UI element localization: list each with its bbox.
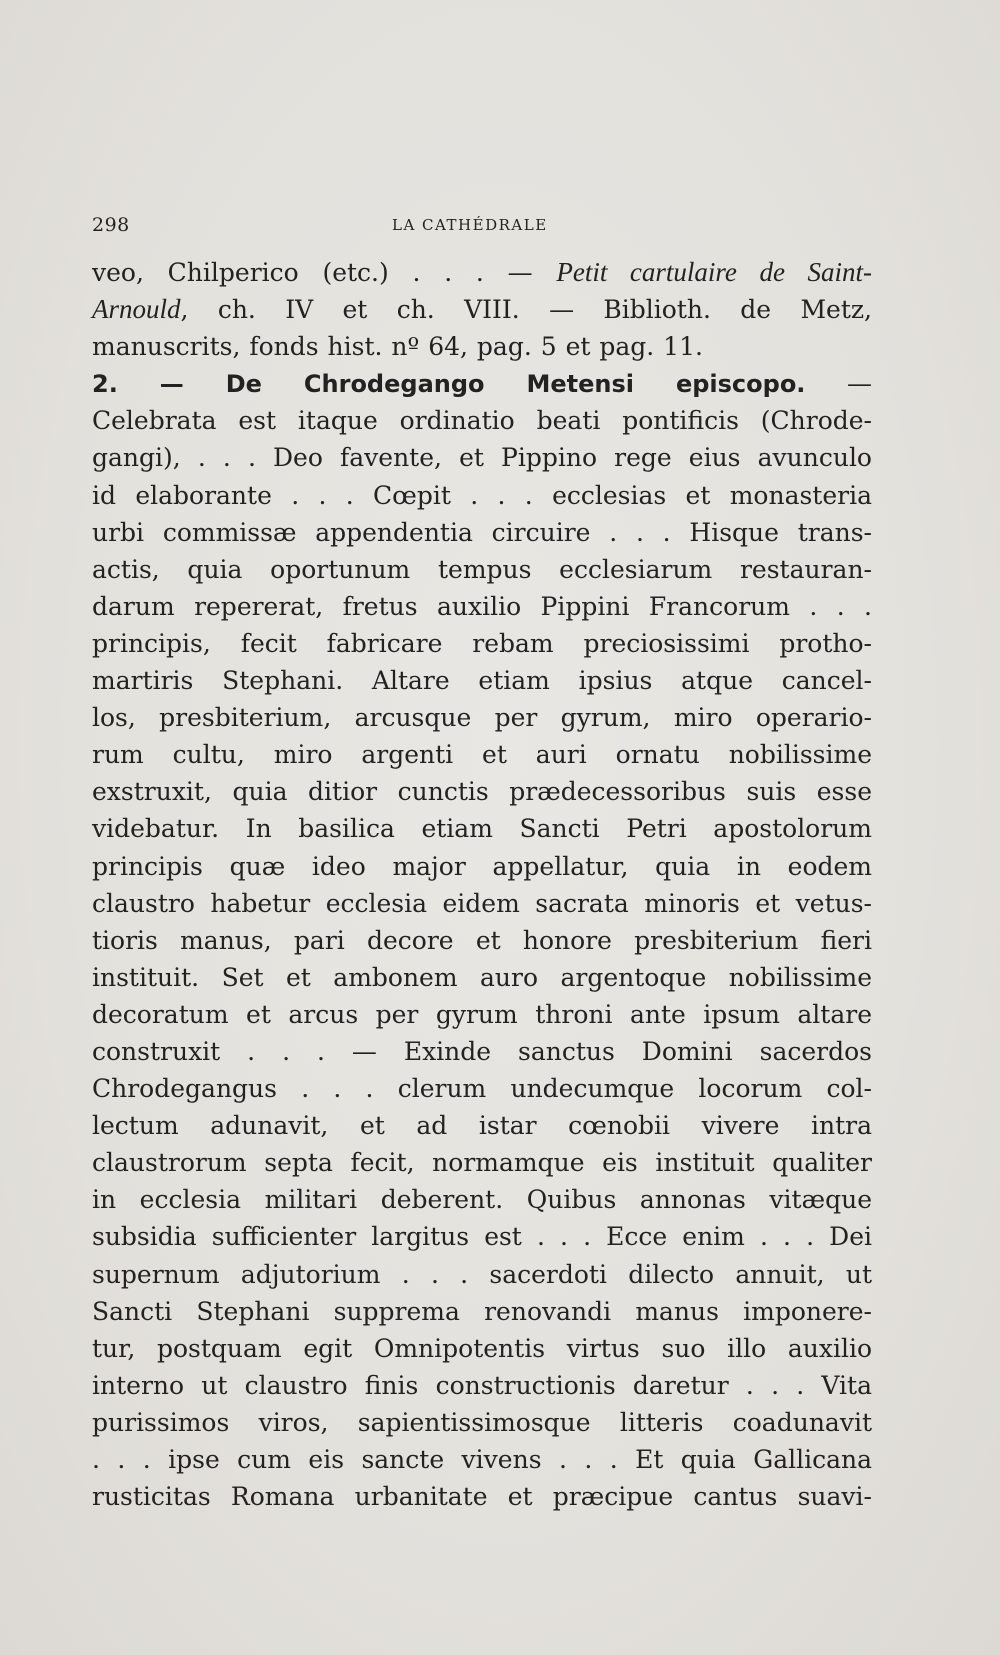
text-line xyxy=(92,1330,872,1367)
text-segment: exstruxit, quia ditior cunctis prædecessoribus suis esse xyxy=(92,777,872,807)
running-title: LA CATHÉDRALE xyxy=(392,216,548,234)
text-segment: darum repererat, fretus auxilio Pippini Francorum . . . xyxy=(92,591,872,621)
text-line xyxy=(92,1033,872,1070)
text-segment: Celebrata est itaque ordinatio beati pontificis (Chrode- xyxy=(92,406,872,436)
text-line xyxy=(92,1293,872,1330)
text-segment: martiris Stephani. Altare etiam ipsius atque cancel- xyxy=(92,666,872,696)
text-line xyxy=(92,625,872,662)
text-line xyxy=(92,773,872,810)
text-segment: gangi), . . . Deo favente, et Pippino rege eius avunculo xyxy=(92,443,872,473)
text-segment: manuscrits, fonds hist. nº 64, pag. 5 et pag. 11. xyxy=(92,332,703,362)
text-segment: id elaborante . . . Cœpit . . . ecclesias et monasteria xyxy=(92,480,872,510)
page-number: 298 xyxy=(92,214,130,236)
text-segment: — xyxy=(805,369,872,399)
text-segment: decoratum et arcus per gyrum throni ante ipsum altare xyxy=(92,999,872,1029)
text-line xyxy=(92,699,872,736)
text-line xyxy=(92,254,872,291)
text-line xyxy=(92,1256,872,1293)
text-line xyxy=(92,365,872,402)
page-header xyxy=(92,214,907,244)
italic-citation: Petit cartulaire de Saint- xyxy=(556,257,872,287)
text-segment: in ecclesia militari deberent. Quibus annonas vitæque xyxy=(92,1185,872,1215)
text-line xyxy=(92,736,872,773)
text-segment: interno ut claustro finis constructionis daretur . . . Vita xyxy=(92,1370,872,1400)
text-segment: veo, Chilperico (etc.) . . . — xyxy=(92,258,557,287)
text-line xyxy=(92,1107,872,1144)
text-segment: claustrorum septa fecit, normamque eis instituit qualiter xyxy=(92,1148,872,1178)
text-segment: principis quæ ideo major appellatur, quia in eodem xyxy=(92,851,872,881)
text-line xyxy=(92,551,872,588)
section-heading: 2. — De Chrodegango Metensi episcopo. xyxy=(92,370,806,399)
text-line xyxy=(92,1404,872,1441)
text-segment: claustro habetur ecclesia eidem sacrata minoris et vetus- xyxy=(92,888,872,918)
text-segment: subsidia sufficienter largitus est . . . Ecce enim . . . Dei xyxy=(92,1222,872,1252)
text-segment: tur, postquam egit Omnipotentis virtus suo illo auxilio xyxy=(92,1333,872,1363)
text-line xyxy=(92,810,872,847)
text-segment: actis, quia oportunum tempus ecclesiarum restauran- xyxy=(92,554,872,584)
text-line xyxy=(92,662,872,699)
text-segment: principis, fecit fabricare rebam preciosissimi protho- xyxy=(92,628,872,658)
text-line xyxy=(92,1367,872,1404)
text-segment: rum cultu, miro argenti et auri ornatu nobilissime xyxy=(92,740,872,770)
text-line xyxy=(92,1478,872,1515)
text-line xyxy=(92,996,872,1033)
text-segment: instituit. Set et ambonem auro argentoque nobilissime xyxy=(92,962,872,992)
text-segment: purissimos viros, sapientissimosque litteris coadunavit xyxy=(92,1407,872,1437)
text-line xyxy=(92,439,872,476)
text-segment: tioris manus, pari decore et honore presbiterium fieri xyxy=(92,925,872,955)
text-segment: . . . ipse cum eis sancte vivens . . . Et quia Gallicana xyxy=(92,1445,872,1474)
text-line xyxy=(92,1441,872,1478)
text-line xyxy=(92,477,872,514)
text-segment: Chrodegangus . . . clerum undecumque locorum col- xyxy=(92,1074,872,1104)
italic-citation: Arnould xyxy=(92,294,181,325)
body-text xyxy=(92,254,872,1515)
text-line xyxy=(92,328,872,365)
text-line xyxy=(92,291,872,328)
text-segment: urbi commissæ appendentia circuire . . . Hisque trans- xyxy=(92,517,872,547)
text-line xyxy=(92,514,872,551)
text-segment: lectum adunavit, et ad istar cœnobii vivere intra xyxy=(92,1111,872,1141)
text-line xyxy=(92,885,872,922)
text-line xyxy=(92,959,872,996)
text-line xyxy=(92,588,872,625)
text-line xyxy=(92,848,872,885)
text-segment: rusticitas Romana urbanitate et præcipue cantus suavi- xyxy=(92,1482,872,1512)
text-segment: , ch. IV et ch. VIII. — Biblioth. de Metz, xyxy=(180,295,872,325)
text-segment: los, presbiterium, arcusque per gyrum, miro operario- xyxy=(92,703,872,733)
text-line xyxy=(92,402,872,439)
text-line xyxy=(92,1218,872,1255)
text-segment: Sancti Stephani supprema renovandi manus imponere- xyxy=(92,1296,872,1326)
text-line xyxy=(92,1181,872,1218)
text-segment: supernum adjutorium . . . sacerdoti dilecto annuit, ut xyxy=(92,1259,872,1289)
text-line xyxy=(92,1070,872,1107)
text-segment: construxit . . . — Exinde sanctus Domini sacerdos xyxy=(92,1036,872,1066)
text-line xyxy=(92,1144,872,1181)
text-line xyxy=(92,922,872,959)
text-segment: videbatur. In basilica etiam Sancti Petri apostolorum xyxy=(92,814,872,844)
